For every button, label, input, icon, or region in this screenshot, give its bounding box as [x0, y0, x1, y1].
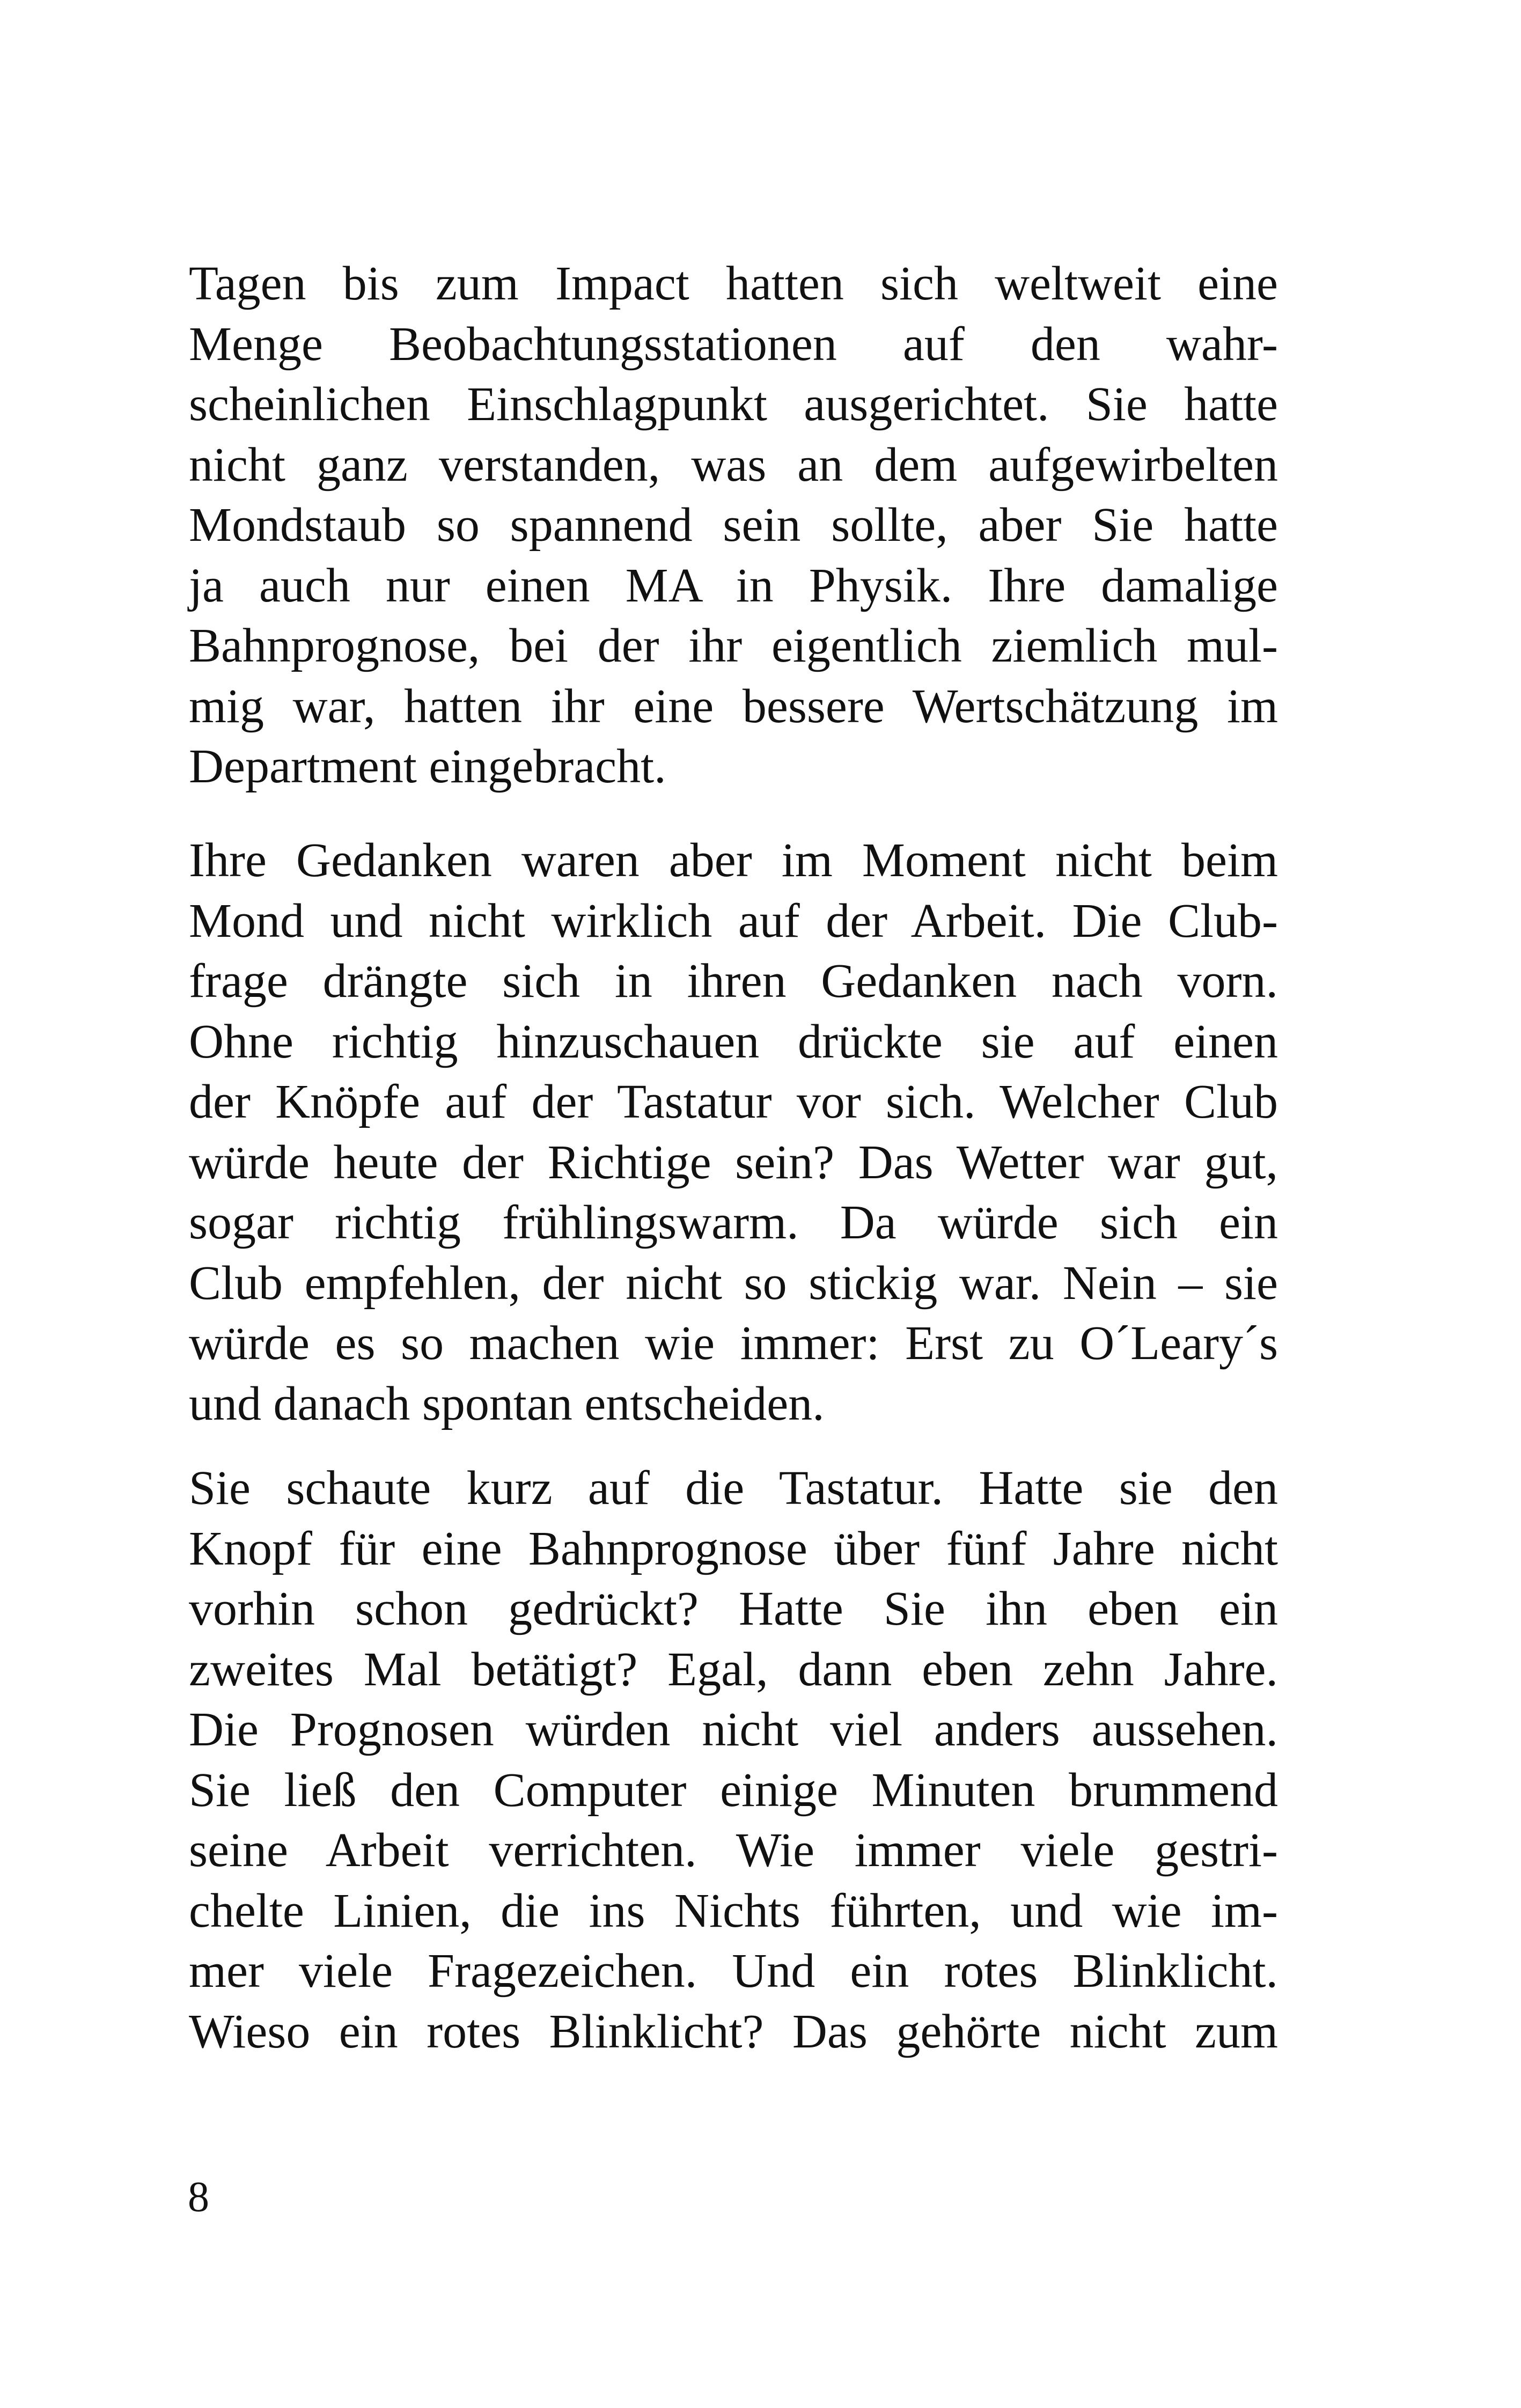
text-line: chelte Linien, die ins Nichts führten, und wie im- — [189, 1884, 1278, 1937]
text-line: scheinlichen Einschlagpunkt ausgerichtet. Sie hatte — [189, 378, 1278, 431]
text-line: würde heute der Richtige sein? Das Wetter war gut, — [189, 1135, 1278, 1189]
text-line: zweites Mal betätigt? Egal, dann eben zehn Jahre. — [189, 1642, 1278, 1696]
text-line: ja auch nur einen MA in Physik. Ihre damalige — [189, 559, 1278, 612]
text-line: und danach spontan entscheiden. — [189, 1377, 825, 1430]
text-line: sogar richtig frühlingswarm. Da würde sich ein — [189, 1196, 1278, 1249]
page-number: 8 — [188, 2174, 209, 2221]
text-line: Sie ließ den Computer einige Minuten brummend — [189, 1763, 1278, 1817]
text-line: würde es so machen wie immer: Erst zu O´Leary´s — [189, 1317, 1278, 1370]
text-line: Ihre Gedanken waren aber im Moment nicht beim — [189, 834, 1278, 887]
text-line: Department eingebracht. — [189, 740, 666, 793]
paragraph-2 — [189, 831, 1278, 1434]
text-line: Knopf für eine Bahnprognose über fünf Jahre nicht — [189, 1522, 1278, 1575]
text-line: Die Prognosen würden nicht viel anders aussehen. — [189, 1703, 1278, 1756]
text-line: Sie schaute kurz auf die Tastatur. Hatte sie den — [189, 1462, 1278, 1515]
paragraph-3 — [189, 1458, 1278, 2062]
text-line: Menge Beobachtungsstationen auf den wahr- — [189, 317, 1278, 371]
text-line: Ohne richtig hinzuschauen drückte sie auf einen — [189, 1015, 1278, 1068]
text-line: frage drängte sich in ihren Gedanken nach vorn. — [189, 955, 1278, 1008]
text-line: Mondstaub so spannend sein sollte, aber Sie hatte — [189, 498, 1278, 552]
text-line: Club empfehlen, der nicht so stickig war. Nein – sie — [189, 1256, 1278, 1310]
text-line: vorhin schon gedrückt? Hatte Sie ihn eben ein — [189, 1582, 1278, 1635]
paragraph-1 — [189, 254, 1278, 797]
text-line: Wieso ein rotes Blinklicht? Das gehörte nicht zum — [189, 2005, 1278, 2058]
text-line: Tagen bis zum Impact hatten sich weltweit eine — [189, 257, 1278, 310]
text-line: mer viele Fragezeichen. Und ein rotes Blinklicht. — [189, 1944, 1278, 1998]
text-line: nicht ganz verstanden, was an dem aufgewirbelten — [189, 438, 1278, 491]
text-line: Mond und nicht wirklich auf der Arbeit. Die Club- — [189, 894, 1278, 948]
text-line: mig war, hatten ihr eine bessere Wertschätzung im — [189, 679, 1278, 733]
text-line: Bahnprognose, bei der ihr eigentlich ziemlich mul- — [189, 619, 1278, 672]
text-line: der Knöpfe auf der Tastatur vor sich. Welcher Club — [189, 1075, 1278, 1128]
text-line: seine Arbeit verrichten. Wie immer viele gestri- — [189, 1824, 1278, 1877]
